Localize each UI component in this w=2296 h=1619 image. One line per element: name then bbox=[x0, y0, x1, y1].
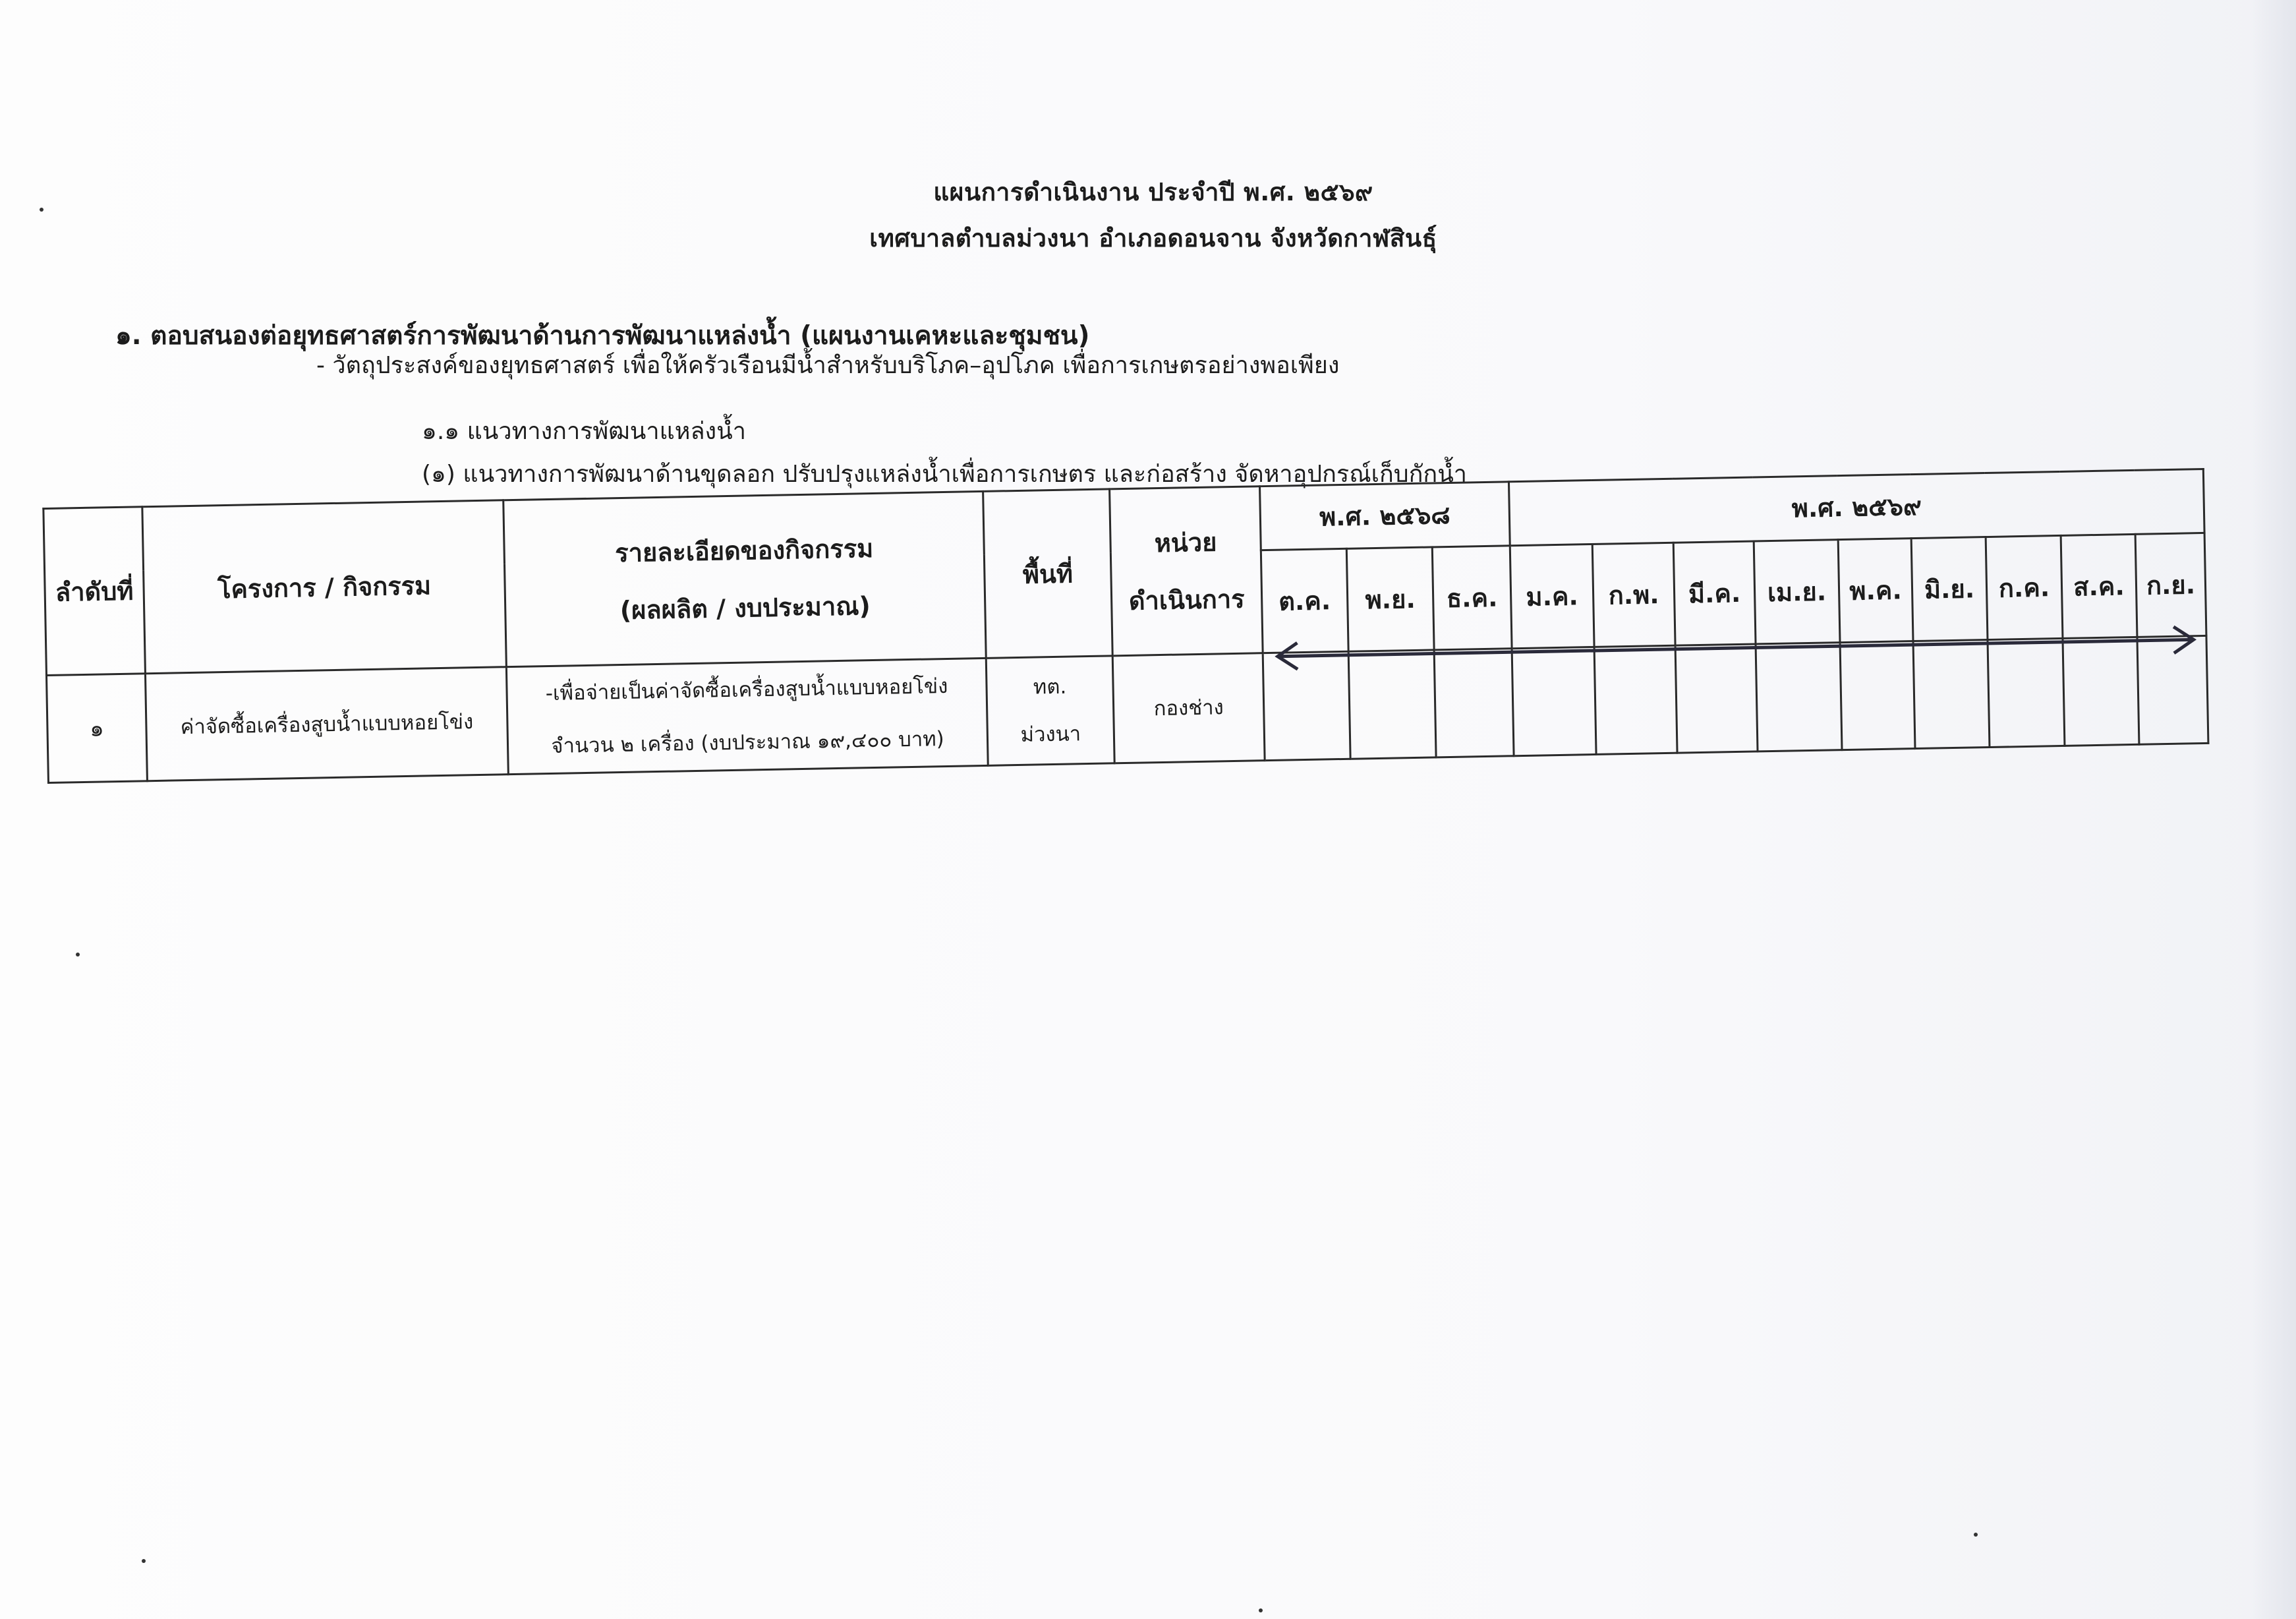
header-month: เม.ย. bbox=[1754, 539, 1840, 644]
row-area-line1: ทต. bbox=[1033, 674, 1067, 699]
timeline-line bbox=[1279, 639, 2193, 656]
header-month: มิ.ย. bbox=[1911, 537, 1988, 641]
header-month: ต.ค. bbox=[1261, 548, 1348, 653]
scan-speck bbox=[76, 953, 80, 957]
scan-speck bbox=[1259, 1608, 1263, 1612]
header-month: ก.ย. bbox=[2135, 533, 2206, 637]
scan-speck bbox=[40, 208, 43, 212]
header-detail-line2: (ผลผลิต / งบประมาณ) bbox=[619, 591, 871, 626]
development-subguideline: (๑) แนวทางการพัฒนาด้านขุดลอก ปรับปรุงแหล่งน้ำเพื่อการเกษตร และก่อสร้าง จัดหาอุปกรณ์เก็บกักน้ำ bbox=[422, 461, 1468, 488]
header-year-2568: พ.ศ. ๒๕๖๘ bbox=[1260, 482, 1510, 550]
strategy-objective: - วัตถุประสงค์ของยุทธศาสตร์ เพื่อให้ครัวเรือนมีน้ำสำหรับบริโภค–อุปโภค เพื่อการเกษตรอย่างพอเพียง bbox=[316, 352, 1340, 379]
row-seq: ๑ bbox=[46, 674, 147, 783]
header-unit-line2: ดำเนินการ bbox=[1128, 584, 1245, 616]
header-month: ส.ค. bbox=[2061, 534, 2137, 638]
header-month: มี.ค. bbox=[1673, 541, 1756, 645]
header-detail bbox=[503, 491, 987, 666]
header-unit bbox=[1110, 486, 1263, 656]
strategy-heading: ๑. ตอบสนองต่อยุทธศาสตร์การพัฒนาด้านการพัฒนาแหล่งน้ำ (แผนงานเคหะและชุมชน) bbox=[115, 321, 1090, 351]
scan-speck bbox=[142, 1559, 146, 1563]
row-unit: กองช่าง bbox=[1112, 653, 1265, 763]
header-year-2569: พ.ศ. ๒๕๖๙ bbox=[1508, 469, 2204, 545]
development-guideline: ๑.๑ แนวทางการพัฒนาแหล่งน้ำ bbox=[422, 418, 746, 445]
row-detail bbox=[506, 658, 988, 774]
row-area-line2: ม่วงนา bbox=[1020, 722, 1081, 747]
row-detail-line2: จำนวน ๒ เครื่อง (งบประมาณ ๑๙,๔๐๐ บาท) bbox=[551, 727, 945, 758]
header-month: ก.ค. bbox=[1986, 535, 2063, 639]
row-detail-line1: -เพื่อจ่ายเป็นค่าจัดซื้อเครื่องสูบน้ำแบบหอยโข่ง bbox=[545, 674, 948, 706]
header-month: ธ.ค. bbox=[1432, 546, 1512, 650]
header-month: ม.ค. bbox=[1510, 544, 1594, 648]
header-unit-line1: หน่วย bbox=[1154, 527, 1217, 558]
header-month: ก.พ. bbox=[1592, 543, 1675, 647]
header-project: โครงการ / กิจกรรม bbox=[142, 500, 507, 674]
header-area: พื้นที่ bbox=[983, 489, 1113, 658]
document-title-line1: แผนการดำเนินงาน ประจำปี พ.ศ. ๒๕๖๙ bbox=[933, 178, 1373, 206]
scan-edge-shadow bbox=[2250, 0, 2296, 1619]
plan-table-wrapper bbox=[42, 468, 2208, 784]
header-month: พ.ค. bbox=[1838, 538, 1913, 642]
header-detail-line1: รายละเอียดของกิจกรรม bbox=[614, 533, 874, 568]
scan-speck bbox=[1974, 1533, 1978, 1537]
row-project: ค่าจัดซื้อเครื่องสูบน้ำแบบหอยโข่ง bbox=[145, 667, 508, 781]
row-area bbox=[986, 656, 1114, 765]
document-title-line2: เทศบาลตำบลม่วงนา อำเภอดอนจาน จังหวัดกาฬสินธุ์ bbox=[869, 224, 1437, 252]
header-seq: ลำดับที่ bbox=[43, 507, 146, 676]
header-month: พ.ย. bbox=[1346, 547, 1434, 652]
